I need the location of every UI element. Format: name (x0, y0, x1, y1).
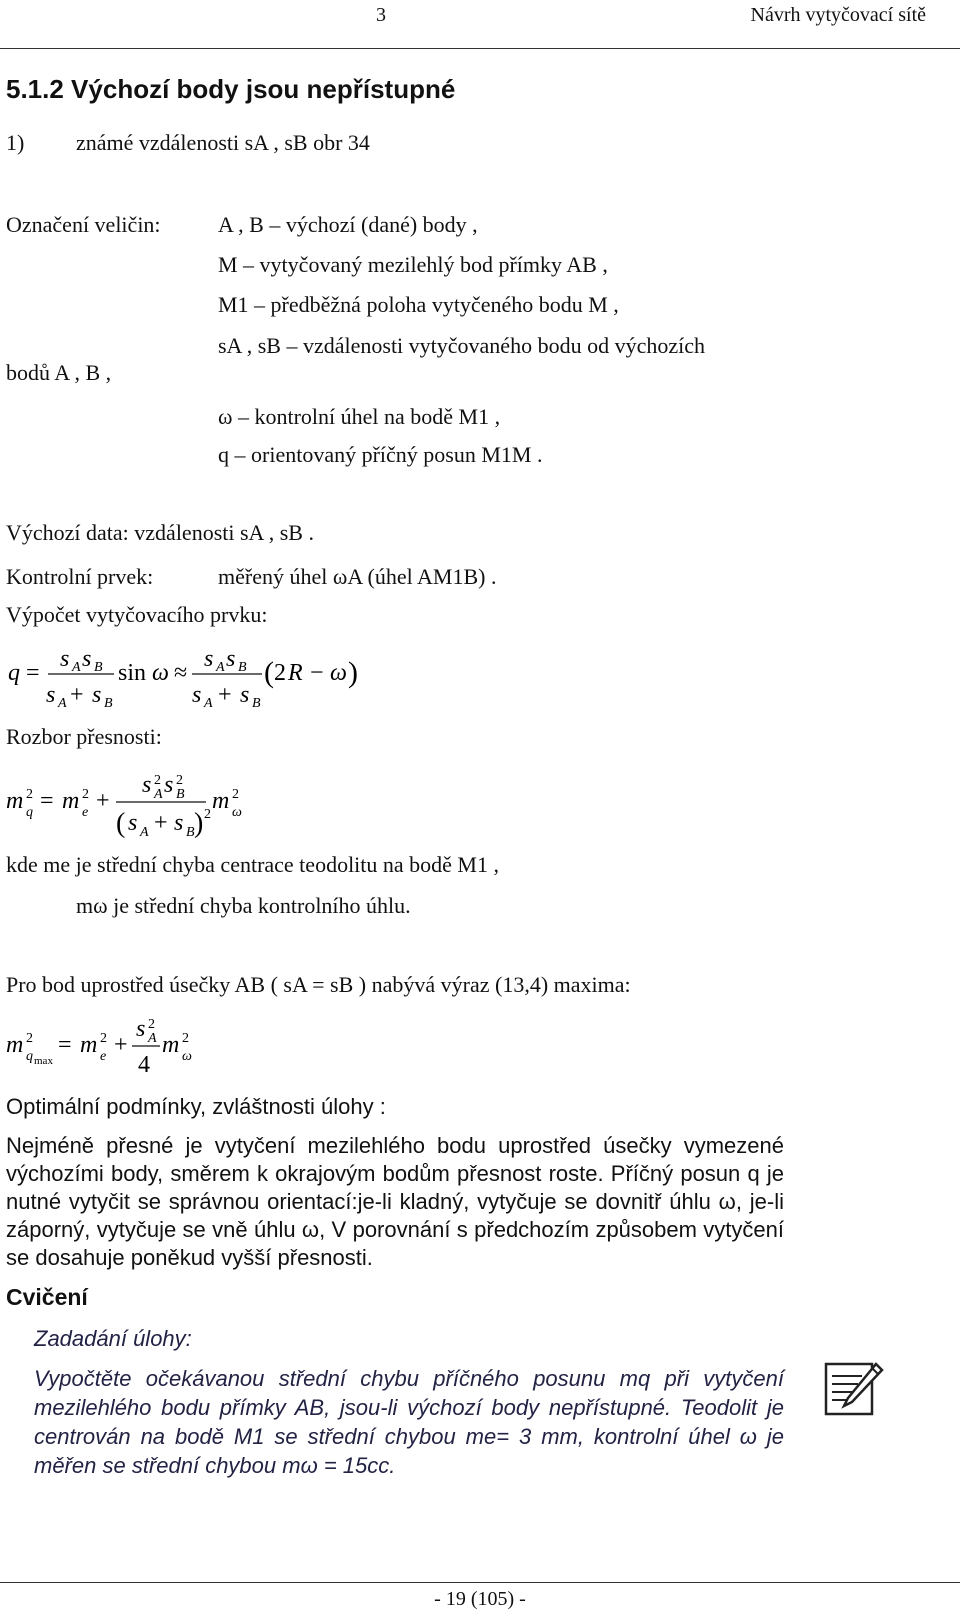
svg-text:2: 2 (82, 787, 89, 802)
svg-text:2: 2 (26, 1031, 33, 1046)
svg-text:(: ( (116, 808, 126, 839)
svg-text:+: + (114, 1032, 128, 1058)
svg-text:=: = (26, 660, 40, 686)
svg-text:A: A (72, 660, 81, 675)
svg-text:ω: ω (330, 660, 347, 686)
notation-continuation: bodů A , B , (6, 360, 112, 385)
svg-text:s: s (226, 646, 236, 672)
svg-text:B: B (186, 825, 195, 840)
notation-item: A , B – výchozí (dané) body , (218, 212, 478, 237)
svg-text:q: q (8, 660, 20, 686)
svg-text:A: A (58, 696, 67, 711)
svg-text:s: s (142, 772, 152, 798)
svg-text:s: s (164, 772, 174, 798)
svg-text:s: s (60, 646, 70, 672)
svg-text:s: s (192, 682, 202, 708)
svg-text:B: B (252, 696, 261, 711)
calc-label: Výpočet vytyčovacího prvku: (6, 602, 268, 627)
formula-mq-max (0, 1006, 240, 1082)
footer-rule (0, 1582, 960, 1583)
midpoint-text: Pro bod uprostřed úsečky AB ( sA = sB ) nabývá výraz (13,4) maxima: (6, 972, 631, 997)
svg-text:4: 4 (138, 1052, 150, 1078)
svg-text:+: + (154, 810, 168, 836)
svg-text:q: q (26, 805, 33, 820)
control-value: měřený úhel ωA (úhel AM1B) . (218, 564, 497, 589)
svg-text:m: m (80, 1032, 98, 1058)
svg-text:+: + (96, 788, 110, 814)
notation-item: ω – kontrolní úhel na bodě M1 , (218, 404, 501, 429)
chapter-number: 3 (376, 4, 386, 26)
where-line-1: kde me je střední chyba centrace teodolitu na bodě M1 , (6, 852, 499, 877)
svg-text:ω: ω (232, 805, 242, 820)
input-data-line: Výchozí data: vzdálenosti sA , sB . (6, 520, 314, 545)
svg-text:2: 2 (26, 787, 33, 802)
svg-text:=: = (58, 1032, 72, 1058)
svg-text:s: s (174, 810, 184, 836)
svg-text:A: A (154, 787, 163, 802)
svg-text:R: R (288, 660, 303, 686)
svg-text:2: 2 (148, 1017, 155, 1032)
chapter-title: Návrh vytyčovací sítě (750, 4, 926, 26)
svg-text:2: 2 (232, 787, 239, 802)
svg-text:2: 2 (274, 660, 286, 686)
pencil-on-paper-icon (822, 1358, 884, 1420)
svg-text:s: s (136, 1016, 146, 1042)
svg-text:A: A (204, 696, 213, 711)
page-number: - 19 (105) - (434, 1588, 526, 1610)
formula-mq (0, 762, 300, 846)
svg-text:m: m (162, 1032, 180, 1058)
case-text: známé vzdálenosti sA , sB obr 34 (76, 130, 370, 155)
svg-text:(: ( (264, 656, 274, 689)
svg-text:sin: sin (118, 660, 147, 686)
svg-text:B: B (104, 696, 113, 711)
svg-text:2: 2 (204, 807, 211, 822)
svg-text:m: m (212, 788, 230, 814)
svg-text:≈: ≈ (174, 660, 188, 686)
svg-text:2: 2 (182, 1031, 189, 1046)
task-label: Zadadání úlohy: (34, 1326, 192, 1351)
control-label: Kontrolní prvek: (6, 564, 154, 589)
svg-text:m: m (6, 788, 24, 814)
notation-item: M – vytyčovaný mezilehlý bod přímky AB , (218, 252, 608, 277)
svg-text:e: e (100, 1049, 107, 1064)
svg-text:B: B (176, 787, 185, 802)
svg-text:ω: ω (152, 660, 169, 686)
svg-text:s: s (92, 682, 102, 708)
svg-text:=: = (40, 788, 54, 814)
svg-text:2: 2 (154, 773, 161, 788)
svg-text:s: s (82, 646, 92, 672)
svg-text:A: A (148, 1031, 157, 1046)
svg-text:B: B (94, 660, 103, 675)
header-rule (0, 48, 960, 49)
svg-text:2: 2 (100, 1031, 107, 1046)
svg-text:s: s (240, 682, 250, 708)
notation-item: M1 – předběžná poloha vytyčeného bodu M , (218, 292, 619, 317)
notation-item: q – orientovaný příčný posun M1M . (218, 442, 543, 467)
svg-text:q: q (26, 1049, 33, 1064)
svg-text:B: B (238, 660, 247, 675)
svg-text:): ) (194, 808, 204, 839)
svg-text:s: s (204, 646, 214, 672)
svg-text:A: A (216, 660, 225, 675)
svg-text:max: max (34, 1055, 53, 1067)
case-label: 1) (6, 130, 25, 155)
section-heading: 5.1.2 Výchozí body jsou nepřístupné (6, 74, 456, 104)
svg-text:m: m (62, 788, 80, 814)
svg-text:): ) (348, 656, 358, 689)
optimal-paragraph: Nejméně přesné je vytyčení mezilehlého bodu uprostřed úsečky vymezené výchozími body, směrem k okrajovým bodům přesnost roste. Příčný posun q je nutné vytyčit se správnou orientací:je-li kladný, vytyčuje se dovnitř úhlu ω, je-li záporný, vytyčuje se vně úhlu ω, V porovnání s předchozím způsobem vytyčení se dosahuje poněkud vyšší přesnosti. (6, 1133, 784, 1270)
svg-text:ω: ω (182, 1049, 192, 1064)
accuracy-label: Rozbor přesnosti: (6, 724, 162, 749)
optimal-heading: Optimální podmínky, zvláštnosti úlohy : (6, 1094, 386, 1119)
svg-text:A: A (140, 825, 149, 840)
svg-text:m: m (6, 1032, 24, 1058)
formula-q (0, 638, 380, 718)
svg-text:+: + (70, 682, 84, 708)
task-text: Vypočtěte očekávanou střední chybu příčného posunu mq při vytyčení mezilehlého bodu přímky AB, jsou-li výchozí body nepřístupné. Teodolit je centrován na bodě M1 se střední chybou me= 3 mm, kontrolní úhel ω je měřen se střední chybou mω = 15cc. (34, 1366, 784, 1478)
svg-text:s: s (46, 682, 56, 708)
notation-item: sA , sB – vzdálenosti vytyčovaného bodu od výchozích (218, 333, 705, 358)
where-line-2: mω je střední chyba kontrolního úhlu. (76, 893, 411, 918)
svg-text:s: s (128, 810, 138, 836)
exercise-heading: Cvičení (6, 1284, 88, 1310)
svg-text:−: − (310, 660, 324, 686)
notation-label: Označení veličin: (6, 212, 161, 237)
svg-text:e: e (82, 805, 89, 820)
svg-text:+: + (218, 682, 232, 708)
svg-text:2: 2 (176, 773, 183, 788)
